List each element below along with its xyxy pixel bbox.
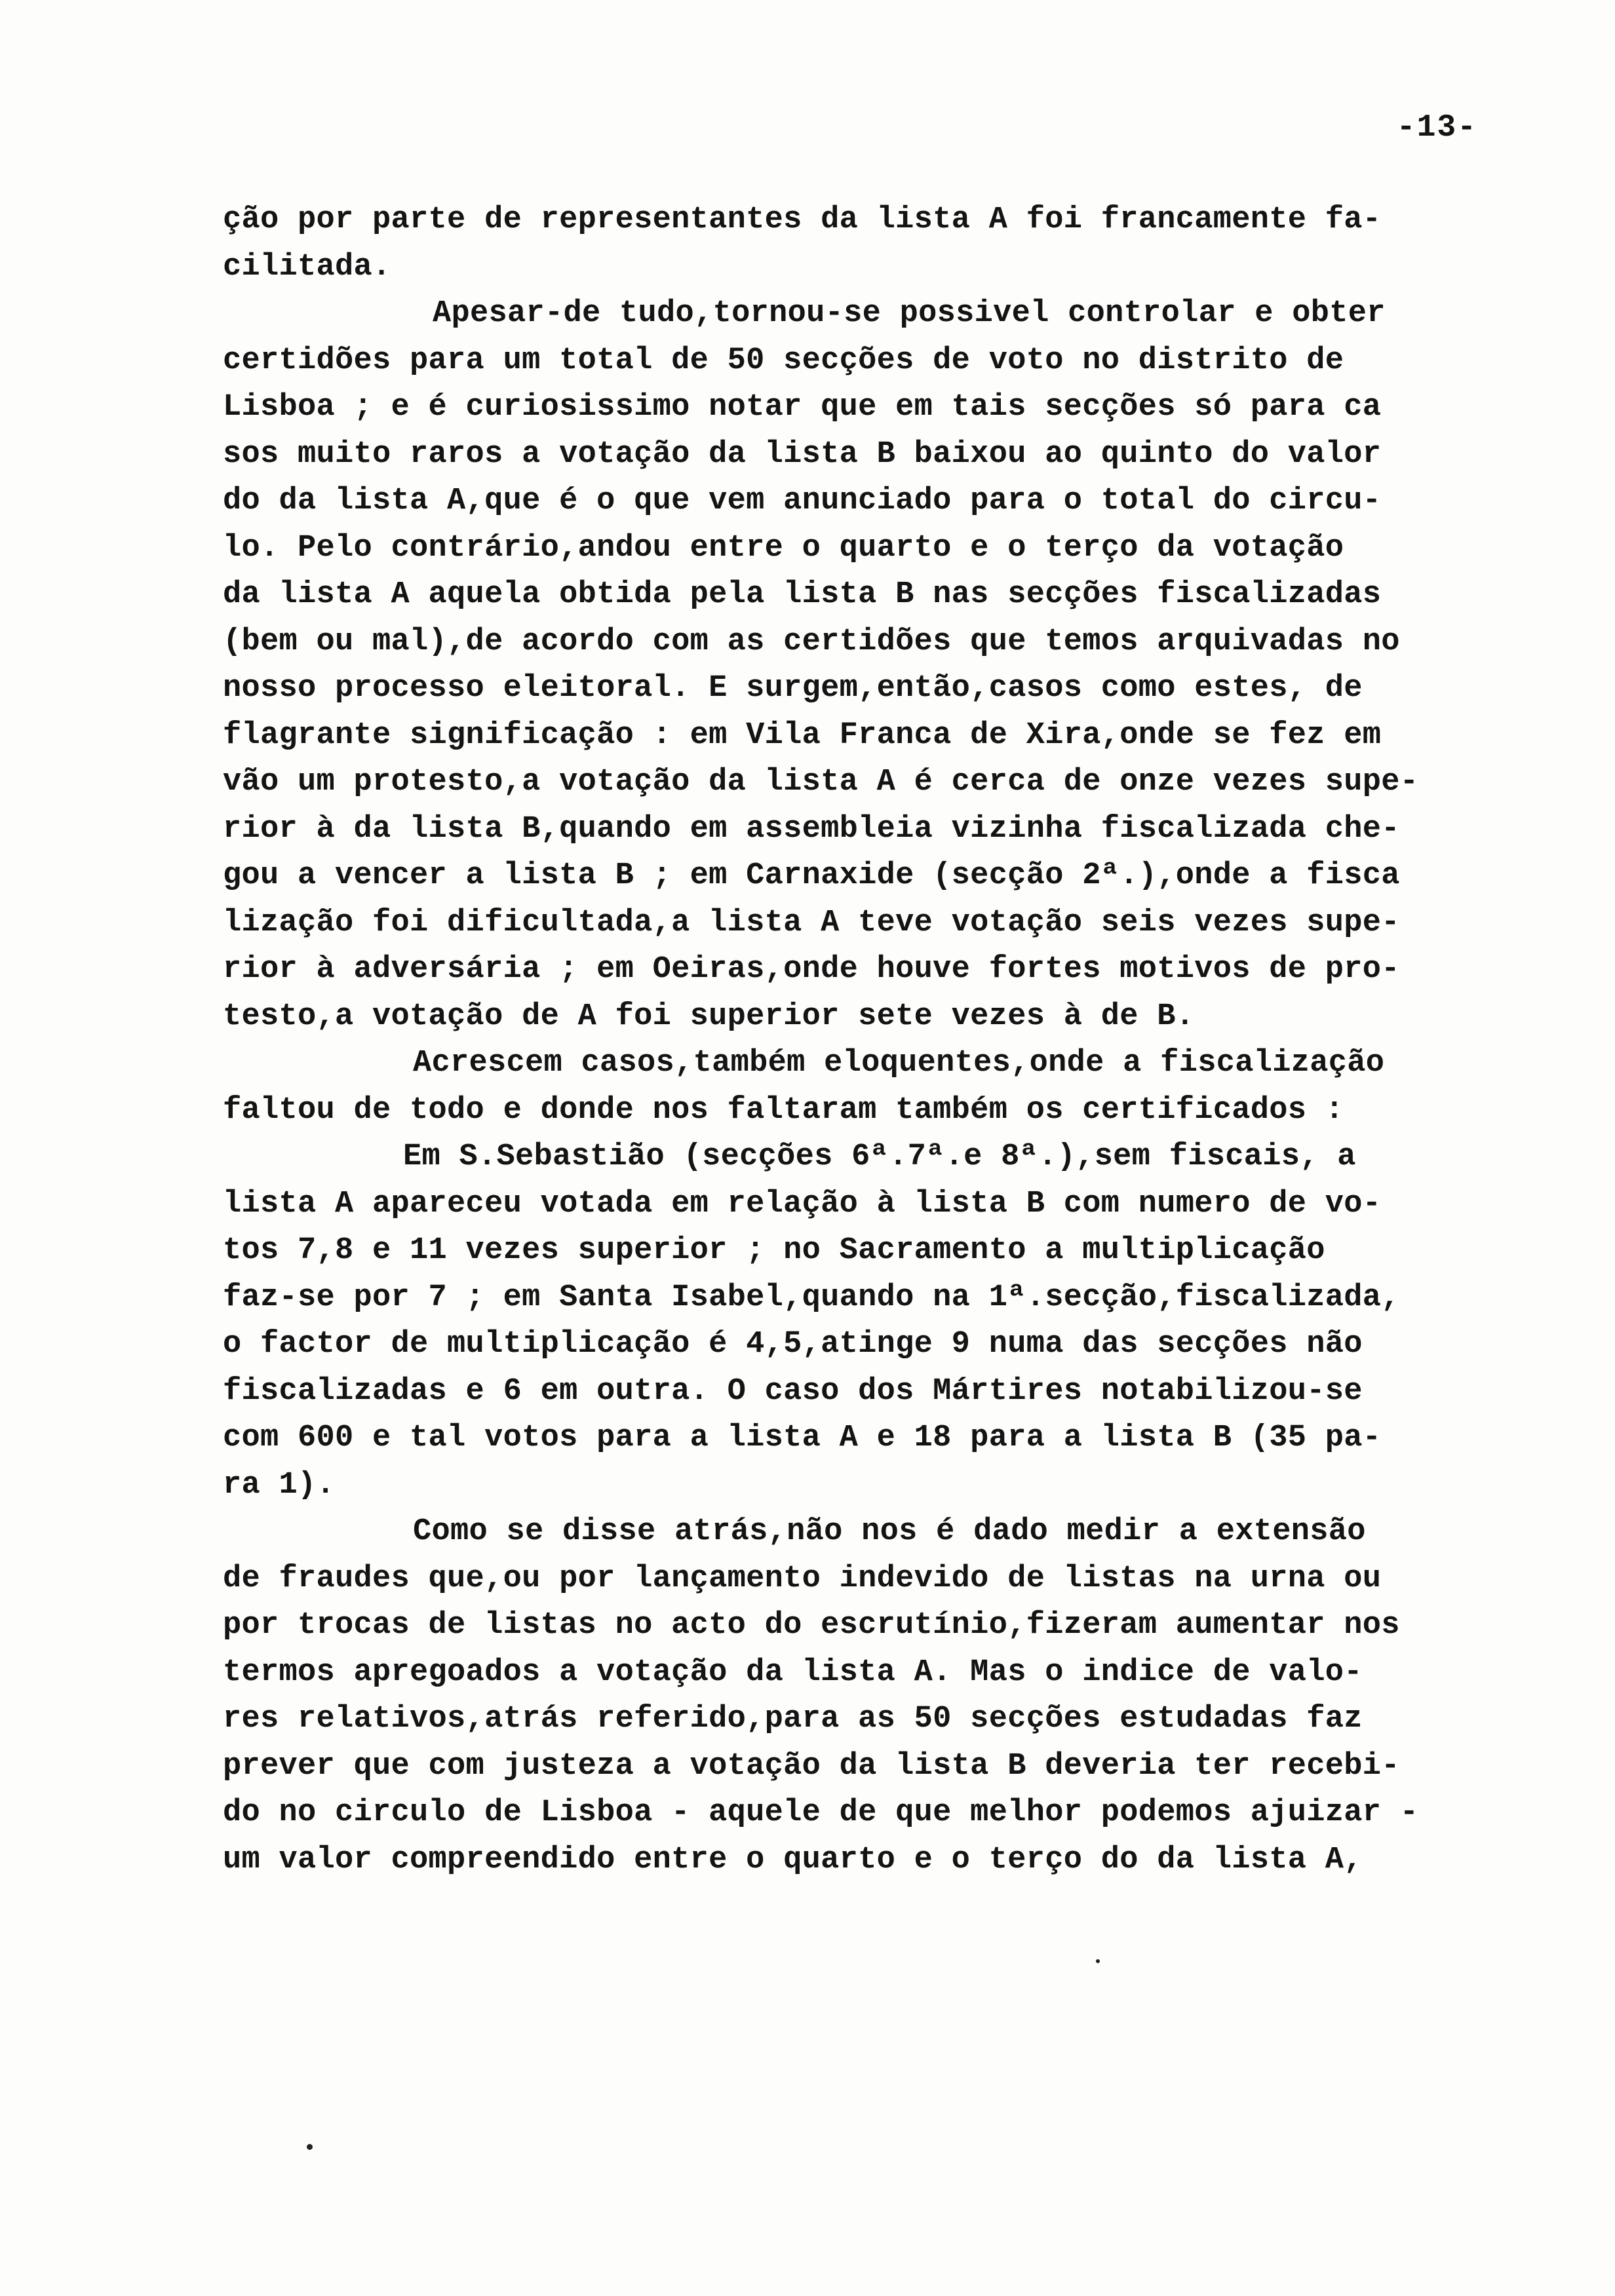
text-line: termos apregoados a votação da lista A. Mas o indice de valo- (223, 1655, 1363, 1690)
text-line: lista A apareceu votada em relação à lista B com numero de vo- (223, 1186, 1382, 1221)
text-line: (bem ou mal),de acordo com as certidões que temos arquivadas no (223, 624, 1400, 659)
text-line: faltou de todo e donde nos faltaram também os certificados : (223, 1092, 1344, 1128)
text-line: com 600 e tal votos para a lista A e 18 para a lista B (35 pa- (223, 1421, 1382, 1455)
text-line: do no circulo de Lisboa - aquele de que melhor podemos ajuizar - (223, 1795, 1419, 1830)
text-line: res relativos,atrás referido,para as 50 secções estudadas faz (223, 1702, 1363, 1736)
text-line: fiscalizadas e 6 em outra. O caso dos Mártires notabilizou-se (223, 1373, 1363, 1409)
text-line: Lisboa ; e é curiosissimo notar que em tais secções só para ca (223, 390, 1382, 425)
text-line: ra 1). (223, 1467, 336, 1502)
text-line: rior à adversária ; em Oeiras,onde houve fortes motivos de pro- (223, 952, 1400, 987)
text-line: tos 7,8 e 11 vezes superior ; no Sacramento a multiplicação (223, 1233, 1325, 1268)
ink-speck (307, 2144, 313, 2150)
text-line: da lista A aquela obtida pela lista B nas secções fiscalizadas (223, 577, 1382, 612)
text-line: Como se disse atrás,não nos é dado medir a extensão (413, 1514, 1366, 1549)
text-line: ção por parte de representantes da lista A foi francamente fa- (223, 202, 1382, 237)
text-line: Apesar-de tudo,tornou-se possivel controlar e obter (433, 296, 1386, 331)
text-line: por trocas de listas no acto do escrutínio,fizeram aumentar nos (223, 1608, 1400, 1643)
text-line: Acrescem casos,também eloquentes,onde a fiscalização (413, 1046, 1385, 1081)
text-line: Em S.Sebastião (secções 6ª.7ª.e 8ª.),sem fiscais, a (403, 1139, 1356, 1174)
text-line: vão um protesto,a votação da lista A é cerca de onze vezes supe- (223, 765, 1419, 799)
text-line: um valor compreendido entre o quarto e o terço do da lista A, (223, 1842, 1363, 1877)
text-line: flagrante significação : em Vila Franca de Xira,onde se fez em (223, 718, 1382, 753)
ink-speck (1096, 1959, 1100, 1963)
text-line: cilitada. (223, 249, 391, 284)
text-line: certidões para um total de 50 secções de voto no distrito de (223, 343, 1344, 378)
text-line: de fraudes que,ou por lançamento indevido de listas na urna ou (223, 1561, 1382, 1596)
text-line: lo. Pelo contrário,andou entre o quarto e o terço da votação (223, 530, 1344, 565)
text-line: gou a vencer a lista B ; em Carnaxide (secção 2ª.),onde a fisca (223, 858, 1400, 893)
text-line: sos muito raros a votação da lista B baixou ao quinto do valor (223, 436, 1382, 472)
page-number: -13- (1396, 110, 1477, 145)
text-line: do da lista A,que é o que vem anunciado para o total do circu- (223, 484, 1382, 518)
text-line: prever que com justeza a votação da lista B deveria ter recebi- (223, 1748, 1400, 1784)
text-line: testo,a votação de A foi superior sete vezes à de B. (223, 999, 1195, 1034)
text-line: rior à da lista B,quando em assembleia vizinha fiscalizada che- (223, 811, 1400, 847)
typed-body-text (223, 197, 1468, 1883)
text-line: nosso processo eleitoral. E surgem,então,casos como estes, de (223, 671, 1363, 706)
text-line: o factor de multiplicação é 4,5,atinge 9 numa das secções não (223, 1327, 1363, 1362)
text-line: faz-se por 7 ; em Santa Isabel,quando na 1ª.secção,fiscalizada, (223, 1280, 1400, 1315)
text-line: lização foi dificultada,a lista A teve votação seis vezes supe- (223, 905, 1400, 940)
